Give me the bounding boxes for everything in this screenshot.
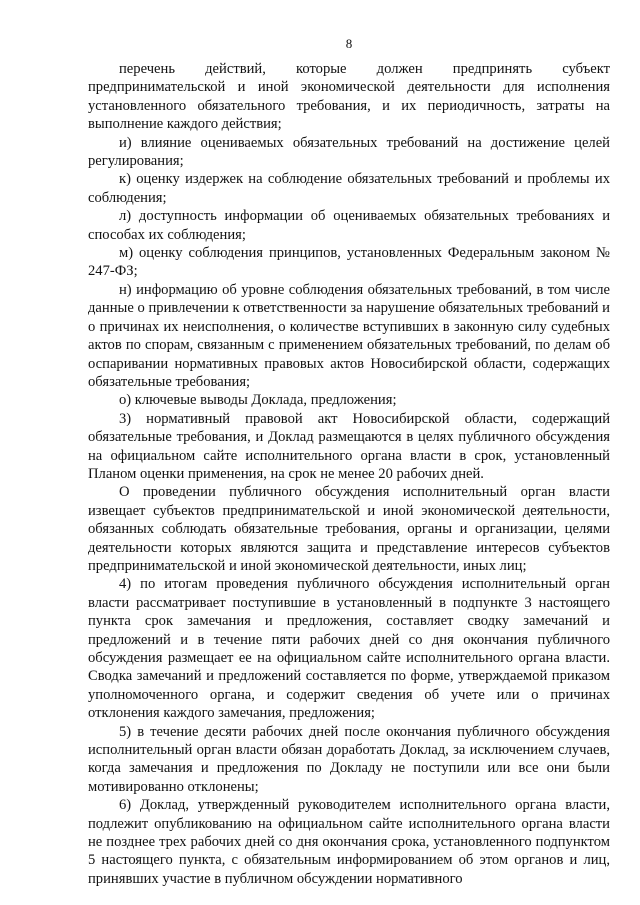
paragraph-item-3: 3) нормативный правовой акт Новосибирской области, содержащий обязательные требования, и Доклад размещаются в целях публичного обсуждения на официальном сайте исполнительного органа власти в срок, установленный Планом оценки применения, на срок не менее 20 рабочих дней. (88, 410, 610, 482)
paragraph-item-k: к) оценку издержек на соблюдение обязательных требований и проблемы их соблюдения; (88, 171, 610, 206)
paragraph-item-i: и) влияние оцениваемых обязательных требований на достижение целей регулирования; (88, 134, 610, 170)
paragraph-item-5: 5) в течение десяти рабочих дней после окончания публичного обсуждения исполнительный орган власти обязан доработать Доклад, за исключением случаев, когда замечания и предложения по Докладу не поступили или все они были мотивированно отклонены; (88, 723, 610, 795)
paragraph-item-n: н) информацию об уровне соблюдения обязательных требований, в том числе данные о привлечении к ответственности за нарушение обязательных требований и о причинах их неисполнения, о количестве вступивших в законную силу судебных актов по спорам, связанным с применением обязательных требований, по делам об оспаривании нормативных правовых актов Новосибирской области, содержащих обязательные требования; (88, 281, 610, 390)
paragraph-item-6: 6) Доклад, утвержденный руководителем исполнительного органа власти, подлежит опубликованию на официальном сайте исполнительного органа власти не позднее трех рабочих дней со дня окончания срока, установленного подпунктом 5 настоящего пункта, с обязательным информированием об этом органов и лиц, принявших участие в публичном обсуждении нормативного (88, 797, 610, 887)
document-page (88, 36, 610, 888)
paragraph-action-list: перечень действий, которые должен предпринять субъект предпринимательской и иной экономической деятельности для исполнения установленного обязательного требования, и их периодичность, затраты на выполнение каждого действия; (88, 61, 610, 133)
page-number: 8 (345, 36, 353, 51)
paragraph-item-4: 4) по итогам проведения публичного обсуждения исполнительный орган власти рассматривает поступившие в установленный в подпункте 3 настоящего пункта срок замечания и предложения, составляет сводку замечаний и предложений и в течение пяти рабочих дней со дня окончания публичного обсуждения размещает ее на официальном сайте исполнительного органа власти. Сводка замечаний и предложений составляется по форме, утверждаемой приказом уполномоченного органа, и содержит сведения об учете или о причинах отклонения каждого замечания, предложения; (88, 576, 610, 722)
paragraph-item-m: м) оценку соблюдения принципов, установленных Федеральным законом № 247-ФЗ; (88, 245, 610, 280)
paragraph-item-l: л) доступность информации об оцениваемых обязательных требованиях и способах их соблюдения; (88, 208, 610, 243)
paragraph-public-discussion: О проведении публичного обсуждения исполнительный орган власти извещает субъектов предпринимательской и иной экономической деятельности, обязанных соблюдать обязательные требования, органы и организации, целями деятельности которых являются защита и представление интересов субъектов предпринимательской и иной экономической деятельности, иных лиц; (88, 484, 610, 574)
paragraph-item-o: о) ключевые выводы Доклада, предложения; (119, 392, 397, 409)
